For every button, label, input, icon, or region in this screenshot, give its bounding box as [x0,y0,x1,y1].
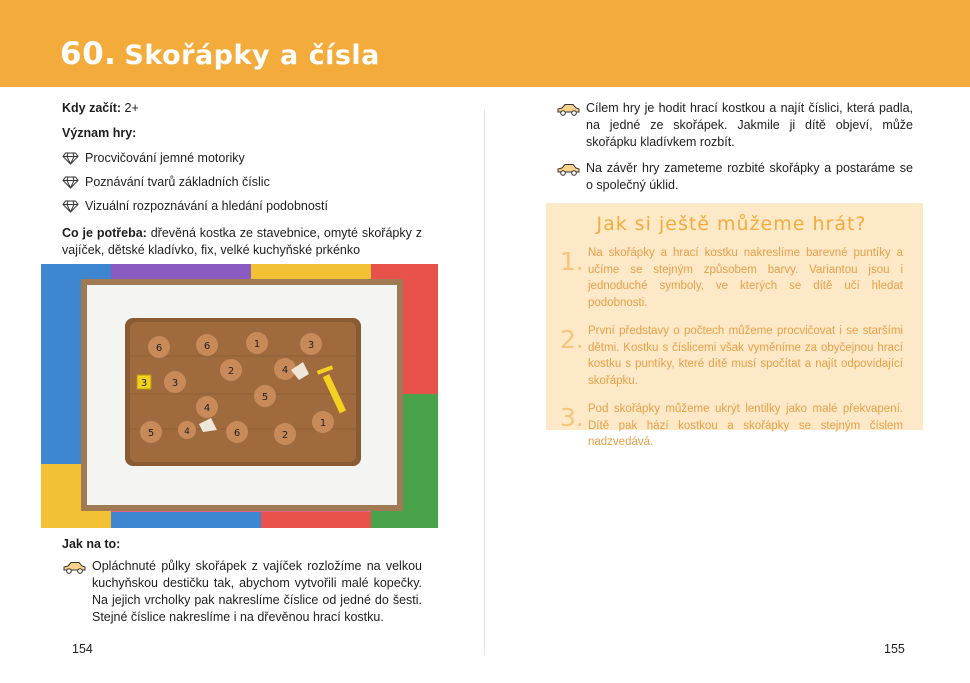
left-page-intro [62,100,422,267]
egg-shell [274,423,296,445]
egg-label: 1 [253,339,261,350]
idea-text: První představy o počtech můžeme procvičovat i se staršími dětmi. Kostku s číslicemi však vyměníme za obyčejnou hrací kostku s puntíky, které dítě musí spočítat a najít odpovídající skořápku. [588,325,903,387]
egg-shell [312,411,334,433]
how-step-text: Opláchnuté půlky skořápek z vajíček rozložíme na velkou kuchyňskou destičku tak, abychom vytvořili malé kopečky. Na jejich vrcholky pak nakreslíme číslice od jedné do šesti. Stejné číslice nakreslíme i na dřevěnou hrací kostku. [92,559,422,624]
idea-item [560,245,903,311]
more-ideas-title: Jak si ještě můžeme hrát? [596,213,867,235]
game-photo [41,264,438,528]
meaning-item-text: Procvičování jemné motoriky [85,151,245,165]
game-step-text: Na závěr hry zameteme rozbité skořápky a postaráme se o společný úklid. [586,161,913,192]
egg-shell [220,359,242,381]
chapter-title [60,36,380,72]
dice-label: 3 [140,378,148,389]
idea-item [560,323,903,389]
car-icon [556,103,580,116]
page-number-right: 155 [884,642,905,656]
chapter-title-text: Skořápky a čísla [124,40,380,71]
meaning-item-text: Vizuální rozpoznávání a hledání podobností [85,199,329,213]
egg-label: 3 [171,378,179,389]
egg-label: 6 [155,343,163,354]
idea-text: Na skořápky a hrací kostku nakreslíme barevné puntíky a učíme se stejným způsobem barvy. Variantou jsou i jednoduché symboly, ve kterých se dítě učí hledat podobnosti. [588,247,903,309]
page-gutter [484,110,485,655]
idea-number: 1. [560,247,584,276]
how-step [62,558,422,626]
meaning-item [62,198,422,215]
chapter-number: 60. [60,36,117,72]
car-icon [62,561,86,574]
diamond-icon [62,200,79,213]
egg-label: 6 [233,428,241,439]
idea-text: Pod skořápky můžeme ukrýt lentilky jako malé překvapení. Dítě pak hází kostkou a skořápky se stejným číslem nadzvedává. [588,403,903,448]
car-icon [556,163,580,176]
egg-label: 5 [147,428,155,439]
how-label: Jak na to: [62,537,121,551]
meaning-item [62,150,422,167]
game-step-text: Cílem hry je hodit hrací kostkou a najít číslici, která padla, na jedné ze skořápek. Jakmile ji dítě objeví, může skořápku kladívkem rozbít. [586,101,913,149]
more-ideas-box [546,203,923,448]
diamond-icon [62,176,79,189]
egg-shell [196,396,218,418]
egg-shell [196,334,218,356]
egg-shell [140,421,162,443]
meaning-item [62,174,422,191]
egg-label: 6 [203,341,211,352]
dice [137,375,151,389]
age-value: 2+ [124,101,139,115]
meaning-item-text: Poznávání tvarů základních číslic [85,175,270,189]
idea-number: 3. [560,403,584,432]
age-label: Kdy začít: [62,101,122,115]
game-step [556,100,913,151]
egg-label: 4 [203,403,211,414]
meaning-label: Význam hry: [62,126,137,140]
egg-label: 1 [319,418,327,429]
idea-item [560,401,903,451]
egg-label: 4 [281,365,289,376]
needs-text: dřevěná kostka ze stavebnice, omyté skořápky z vajíček, dětské kladívko, fix, velké kuchyňské prkénko [62,226,422,257]
idea-number: 2. [560,325,584,354]
egg-shell [300,333,322,355]
chapter-header [0,0,970,87]
egg-label: 4 [184,427,190,437]
egg-shell [164,371,186,393]
egg-shell [226,421,248,443]
egg-label: 3 [307,340,315,351]
egg-shell [148,336,170,358]
needs-paragraph [62,225,422,259]
egg-shell [254,385,276,407]
needs-label: Co je potřeba: [62,226,147,240]
right-page-steps [556,100,913,203]
age-line [62,100,422,117]
page-number-left: 154 [72,642,93,656]
game-step [556,160,913,194]
egg-label: 2 [281,430,289,441]
egg-label: 2 [227,366,235,377]
how-to-section [62,536,422,626]
egg-shell [246,332,268,354]
egg-shell [178,421,196,439]
egg-label: 5 [261,392,269,403]
diamond-icon [62,152,79,165]
